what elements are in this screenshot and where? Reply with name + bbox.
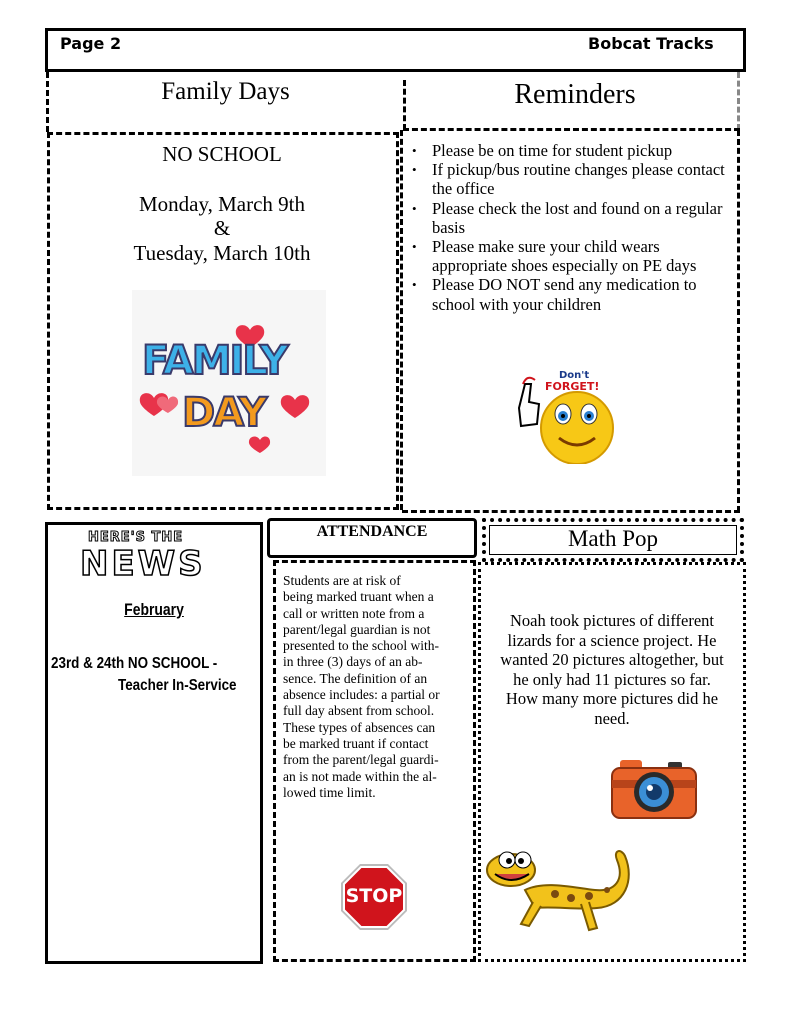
reminders-heading: Reminders	[514, 79, 636, 110]
news-month: February	[124, 600, 184, 619]
math-pop-heading: Math Pop	[567, 526, 659, 551]
news-box	[45, 522, 263, 964]
attendance-line: in three (3) days of an ab-	[283, 654, 423, 670]
no-school-label: NO SCHOOL	[162, 142, 282, 166]
problem-line: lizards for a science project. He	[507, 630, 717, 650]
reminder-item: • Please check the lost and found on a regular basis	[412, 199, 737, 237]
gecko-icon	[485, 840, 645, 940]
heres-the-text: HERE'S THE	[88, 530, 184, 545]
attendance-body	[283, 573, 469, 801]
stop-sign-image	[339, 862, 409, 932]
attendance-line: sence. The definition of an	[283, 670, 428, 686]
news-text: NEWS	[80, 544, 206, 584]
reminder-item: • If pickup/bus routine changes please contact the office	[412, 160, 737, 198]
heres-the-news-image	[78, 530, 238, 582]
problem-line: need.	[594, 708, 630, 728]
divider	[400, 130, 403, 510]
reminder-item: • Please DO NOT send any medication to school with your children	[412, 275, 737, 313]
attendance-line: lowed time limit.	[283, 784, 376, 800]
news-event: 23rd & 24th NO SCHOOL -	[51, 655, 218, 672]
math-problem	[484, 611, 740, 728]
attendance-line: be marked truant if contact	[283, 735, 429, 751]
divider	[737, 130, 740, 512]
reminders-list	[412, 141, 737, 314]
problem-line: he only had 11 pictures so far.	[513, 669, 711, 689]
attendance-heading: ATTENDANCE	[316, 523, 428, 540]
problem-line: wanted 20 pictures altogether, but	[500, 650, 724, 669]
reminder-item: • Please make sure your child wears appropriate shoes especially on PE days	[412, 237, 737, 275]
problem-line: How many more pictures did he	[505, 689, 719, 708]
family-days-heading: Family Days	[161, 78, 290, 105]
problem-line: Noah took pictures of different	[509, 611, 715, 630]
attendance-line: absence includes: a partial or	[283, 687, 440, 703]
camera-icon	[610, 758, 698, 820]
attendance-line: being marked truant when a	[283, 589, 434, 605]
gecko-image	[485, 840, 645, 940]
ampersand: &	[213, 216, 231, 240]
newsletter-name: Bobcat Tracks	[588, 34, 714, 53]
attendance-line: from the parent/legal guardi-	[283, 752, 439, 768]
attendance-line: an is not made within the al-	[283, 768, 437, 784]
divider	[402, 510, 740, 513]
family-day-art-line1: FAMILY	[142, 338, 287, 384]
attendance-line: full day absent from school.	[283, 703, 435, 719]
attendance-line: presented to the school with-	[283, 638, 439, 654]
family-days-body	[52, 142, 392, 265]
stop-text: STOP	[345, 885, 403, 907]
family-day-art-line2: DAY	[182, 390, 266, 436]
page-number: Page 2	[60, 34, 122, 53]
date-monday: Monday, March 9th	[138, 191, 306, 216]
attendance-line: call or written note from a	[283, 605, 425, 621]
attendance-line: Students are at risk of	[283, 573, 401, 588]
attendance-line: parent/legal guardian is not	[283, 621, 431, 637]
dont-forget-smiley	[505, 368, 617, 464]
forget-text: FORGET!	[545, 380, 600, 393]
news-event-detail: Teacher In-Service	[118, 677, 237, 694]
camera-image	[610, 758, 698, 820]
dont-text: Don't	[559, 370, 590, 381]
reminder-item: • Please be on time for student pickup	[412, 141, 737, 160]
attendance-line: These types of absences can	[283, 719, 436, 735]
date-tuesday: Tuesday, March 10th	[133, 240, 311, 265]
family-day-image	[132, 290, 326, 476]
divider	[403, 128, 740, 131]
